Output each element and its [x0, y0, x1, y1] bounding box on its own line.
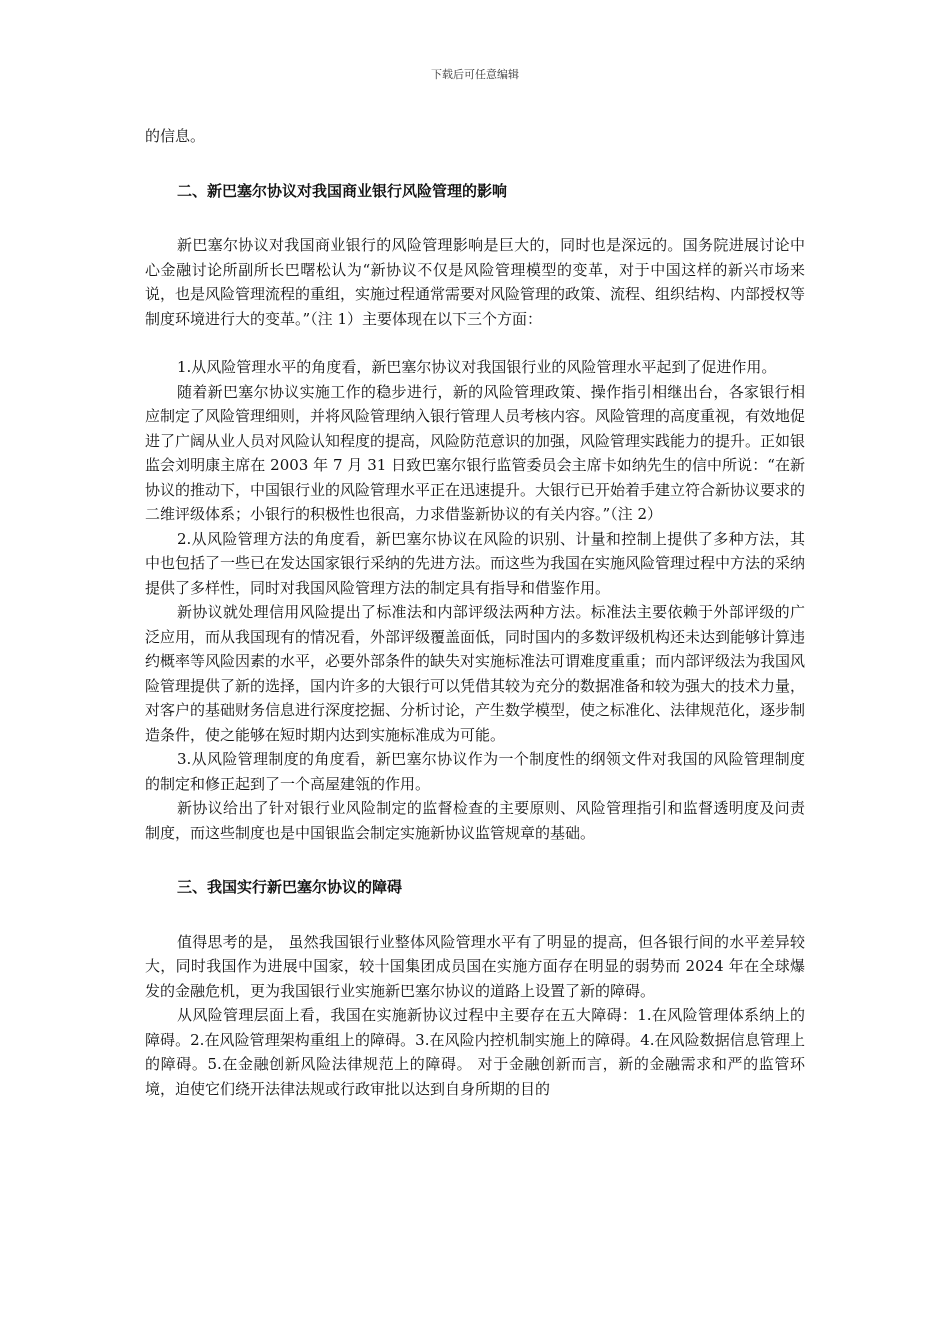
- paragraph: 新协议给出了针对银行业风险制定的监督检查的主要原则、风险管理指引和监督透明度及问责制度，而这些制度也是中国银监会制定实施新协议监管规章的基础。: [145, 799, 805, 842]
- paragraph: 1.从风险管理水平的角度看，新巴塞尔协议对我国银行业的风险管理水平起到了促进作用。: [177, 358, 777, 376]
- paragraph: 3.从风险管理制度的角度看，新巴塞尔协议作为一个制度性的纲领文件对我国的风险管理制度的制定和修正起到了一个高屋建瓴的作用。: [145, 750, 805, 793]
- paragraph: 新巴塞尔协议对我国商业银行的风险管理影响是巨大的，同时也是深远的。国务院进展讨论中心金融讨论所副所长巴曙松认为“新协议不仅是风险管理模型的变革，对于中国这样的新兴市场来说，也是风险管理流程的重组，实施过程通常需要对风险管理的政策、流程、组织结构、内部授权等制度环境进行大的变革。”（注 1）主要体现在以下三个方面：: [145, 236, 806, 328]
- page-header: 下载后可任意编辑: [431, 68, 519, 81]
- paragraph: 值得思考的是， 虽然我国银行业整体风险管理水平有了明显的提高，但各银行间的水平差异较大，同时我国作为进展中国家，较十国集团成员国在实施方面存在明显的弱势而 2024 年在全球爆发的金融危机，更为我国银行业实施新巴塞尔协议的道路上设置了新的障碍。: [145, 932, 805, 1000]
- section-heading: 三、我国实行新巴塞尔协议的障碍: [177, 878, 403, 896]
- paragraph: 从风险管理层面上看，我国在实施新协议过程中主要存在五大障碍：1.在风险管理体系纳上的障碍。2.在风险管理架构重组上的障碍。3.在风险内控机制实施上的障碍。4.在风险数据信息管理上的障碍。5.在金融创新风险法律规范上的障碍。 对于金融创新而言，新的金融需求和严的监管环境，迫使它们绕开法律法规或行政审批以达到自身所期的目的: [145, 1006, 805, 1098]
- section-heading: 二、新巴塞尔协议对我国商业银行风险管理的影响: [177, 181, 508, 200]
- paragraph: 随着新巴塞尔协议实施工作的稳步进行，新的风险管理政策、操作指引相继出台，各家银行相应制定了风险管理细则，并将风险管理纳入银行管理人员考核内容。风险管理的高度重视，有效地促进了广阔从业人员对风险认知程度的提高，风险防范意识的加强，风险管理实践能力的提升。正如银监会刘明康主席在 2003 年 7 月 31 日致巴塞尔银行监管委员会主席卡如纳先生的信中所说：“在新协议的推动下，中国银行业的风险管理水平正在迅速提升。大银行已开始着手建立符合新协议要求的二维评级体系；小银行的积极性也很高，力求借鉴新协议的有关内容。”（注 2）: [145, 382, 806, 523]
- document-body: [145, 124, 805, 1101]
- paragraph: 2.从风险管理方法的角度看，新巴塞尔协议在风险的识别、计量和控制上提供了多种方法，其中也包括了一些已在发达国家银行采纳的先进方法。而这些为我国在实施风险管理过程中方法的采纳提供了多样性，同时对我国风险管理方法的制定具有指导和借鉴作用。: [145, 529, 806, 597]
- paragraph: 的信息。: [145, 127, 206, 145]
- paragraph: 新协议就处理信用风险提出了标准法和内部评级法两种方法。标准法主要依赖于外部评级的广泛应用，而从我国现有的情况看，外部评级覆盖面低，同时国内的多数评级机构还未达到能够计算违约概率等风险因素的水平，必要外部条件的缺失对实施标准法可谓难度重重；而内部评级法为我国风险管理提供了新的选择，国内许多的大银行可以凭借其较为充分的数据准备和较为强大的技术力量，对客户的基础财务信息进行深度挖掘、分析讨论，产生数学模型，使之标准化、法律规范化，逐步制造条件，使之能够在短时期内达到实施标准成为可能。: [145, 603, 806, 744]
